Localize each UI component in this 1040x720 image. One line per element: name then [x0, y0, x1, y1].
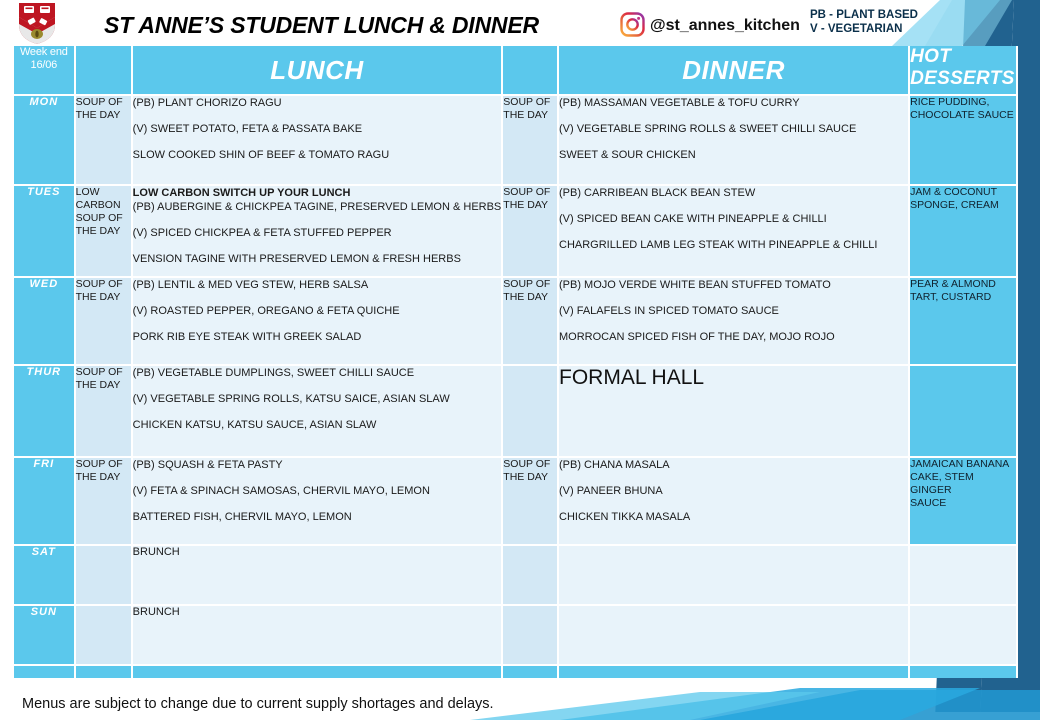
lunch-cell: [133, 186, 504, 278]
bottom-bar-segment: [559, 666, 910, 678]
dinner-soup-cell: SOUP OF THE DAY: [503, 278, 559, 366]
dessert-cell: [910, 546, 1018, 606]
dinner-cell: [559, 606, 910, 666]
menu-item: (PB) CHANA MASALA: [559, 459, 670, 471]
menu-item: (V) FALAFELS IN SPICED TOMATO SAUCE: [559, 305, 779, 317]
menu-item: (V) SPICED CHICKPEA & FETA STUFFED PEPPER: [132, 227, 392, 239]
dinner-cell: [559, 186, 910, 278]
menu-item: (PB) CARRIBEAN BLACK BEAN STEW: [559, 187, 756, 199]
menu-item: SWEET & SOUR CHICKEN: [559, 149, 696, 161]
table-bottom-bar: [14, 666, 1018, 678]
dinner-soup-cell: [503, 366, 559, 458]
header-dinner-soup-spacer: [503, 46, 559, 96]
lunch-cell: [133, 366, 504, 458]
table-row: [14, 96, 1018, 186]
menu-item: CHICKEN TIKKA MASALA: [559, 511, 691, 523]
bottom-bar-segment: [14, 666, 76, 678]
bottom-bar-segment: [910, 666, 1018, 678]
table-row: [14, 186, 1018, 278]
table-row: [14, 366, 1018, 458]
menu-item: (V) SWEET POTATO, FETA & PASSATA BAKE: [132, 123, 363, 135]
dinner-soup-cell: SOUP OF THE DAY: [503, 458, 559, 546]
dessert-cell: [910, 366, 1018, 458]
week-ending-label: Week end: [19, 46, 68, 58]
day-label-wed: WED: [14, 278, 76, 366]
hot-desserts-line1: HOT: [910, 46, 952, 67]
table-row: [14, 458, 1018, 546]
lunch-cell: [133, 96, 504, 186]
header-soup-spacer: [76, 46, 133, 96]
day-label-thur: THUR: [14, 366, 76, 458]
lunch-soup-cell: SOUP OF THE DAY: [76, 366, 133, 458]
dinner-soup-cell: SOUP OF THE DAY: [503, 186, 559, 278]
lunch-brunch-cell: BRUNCH: [133, 546, 504, 606]
lunch-soup-cell: [76, 606, 133, 666]
dinner-cell: [559, 546, 910, 606]
dinner-cell: [559, 458, 910, 546]
lunch-cell: [133, 278, 504, 366]
day-label-sat: SAT: [14, 546, 76, 606]
lunch-soup-cell: [76, 546, 133, 606]
dinner-cell: [559, 96, 910, 186]
column-header-lunch: LUNCH: [133, 46, 504, 96]
page-title: ST ANNE’S STUDENT LUNCH & DINNER: [104, 12, 539, 38]
menu-table: [14, 46, 1018, 678]
lunch-brunch-cell: BRUNCH: [133, 606, 504, 666]
low-carbon-banner: LOW CARBON SWITCH UP YOUR LUNCH: [132, 187, 351, 199]
lunch-soup-cell: SOUP OF THE DAY: [76, 458, 133, 546]
menu-item: (V) SPICED BEAN CAKE WITH PINEAPPLE & CHILLI: [559, 213, 827, 225]
legend-plant-based: PB - PLANT BASED: [810, 9, 918, 21]
menu-item: SLOW COOKED SHIN OF BEEF & TOMATO RAGU: [132, 149, 390, 161]
menu-item: (V) ROASTED PEPPER, OREGANO & FETA QUICHE: [132, 305, 400, 317]
week-ending-date: 16/06: [30, 59, 58, 71]
dinner-soup-cell: [503, 546, 559, 606]
bottom-bar-segment: [503, 666, 559, 678]
bottom-bar-segment: [133, 666, 504, 678]
dinner-cell: [559, 278, 910, 366]
menu-item: (V) VEGETABLE SPRING ROLLS, KATSU SAICE, ASIAN SLAW: [132, 393, 450, 405]
bottom-bar-segment: [76, 666, 133, 678]
dessert-cell: RICE PUDDING, CHOCOLATE SAUCE: [910, 96, 1018, 186]
hot-desserts-line2: DESSERTS: [910, 68, 1015, 89]
menu-item: (V) PANEER BHUNA: [559, 485, 663, 497]
instagram-handle[interactable]: @st_annes_kitchen: [650, 17, 800, 34]
day-label-sun: SUN: [14, 606, 76, 666]
menu-item: (PB) VEGETABLE DUMPLINGS, SWEET CHILLI SAUCE: [132, 367, 415, 379]
menu-item: MORROCAN SPICED FISH OF THE DAY, MOJO ROJO: [559, 331, 835, 343]
college-crest-icon: [16, 1, 58, 45]
day-label-mon: MON: [14, 96, 76, 186]
table-row: [14, 546, 1018, 606]
week-ending-cell: [14, 46, 76, 96]
menu-item: (PB) MASSAMAN VEGETABLE & TOFU CURRY: [559, 97, 800, 109]
day-label-fri: FRI: [14, 458, 76, 546]
dietary-legend: [810, 8, 918, 36]
dinner-soup-cell: SOUP OF THE DAY: [503, 96, 559, 186]
menu-item: PORK RIB EYE STEAK WITH GREEK SALAD: [132, 331, 362, 343]
menu-item: (PB) SQUASH & FETA PASTY: [132, 459, 283, 471]
day-label-tues: TUES: [14, 186, 76, 278]
table-row: [14, 278, 1018, 366]
dessert-cell: PEAR & ALMOND TART, CUSTARD: [910, 278, 1018, 366]
lunch-soup-cell: LOW CARBON SOUP OF THE DAY: [76, 186, 133, 278]
menu-item: CHARGRILLED LAMB LEG STEAK WITH PINEAPPLE & CHILLI: [559, 239, 878, 251]
page-header: [0, 0, 1040, 46]
menu-item: (V) FETA & SPINACH SAMOSAS, CHERVIL MAYO, LEMON: [132, 485, 430, 497]
menu-item: (PB) PLANT CHORIZO RAGU: [132, 97, 282, 109]
menu-item: (PB) MOJO VERDE WHITE BEAN STUFFED TOMATO: [559, 279, 831, 291]
instagram-icon[interactable]: [620, 12, 645, 37]
menu-item: VENSION TAGINE WITH PRESERVED LEMON & FRESH HERBS: [132, 253, 461, 265]
table-row: [14, 606, 1018, 666]
footer-note: Menus are subject to change due to current supply shortages and delays.: [22, 696, 494, 712]
menu-item: BATTERED FISH, CHERVIL MAYO, LEMON: [132, 511, 352, 523]
column-header-dinner: DINNER: [559, 46, 910, 96]
menu-item: (PB) AUBERGINE & CHICKPEA TAGINE, PRESERVED LEMON & HERBS: [132, 201, 502, 213]
table-header-row: [14, 46, 1018, 96]
column-header-hot-desserts: [910, 46, 1018, 96]
menu-item: CHICKEN KATSU, KATSU SAUCE, ASIAN SLAW: [132, 419, 377, 431]
lunch-soup-cell: SOUP OF THE DAY: [76, 96, 133, 186]
dinner-soup-cell: [503, 606, 559, 666]
lunch-soup-cell: SOUP OF THE DAY: [76, 278, 133, 366]
dinner-formal-hall-cell: FORMAL HALL: [559, 366, 910, 458]
lunch-cell: [133, 458, 504, 546]
dessert-cell: JAMAICAN BANANA CAKE, STEM GINGER SAUCE: [910, 458, 1018, 546]
menu-item: (PB) LENTIL & MED VEG STEW, HERB SALSA: [132, 279, 369, 291]
menu-item: (V) VEGETABLE SPRING ROLLS & SWEET CHILLI SAUCE: [559, 123, 857, 135]
legend-vegetarian: V - VEGETARIAN: [810, 23, 903, 35]
dessert-cell: [910, 606, 1018, 666]
dessert-cell: JAM & COCONUT SPONGE, CREAM: [910, 186, 1018, 278]
